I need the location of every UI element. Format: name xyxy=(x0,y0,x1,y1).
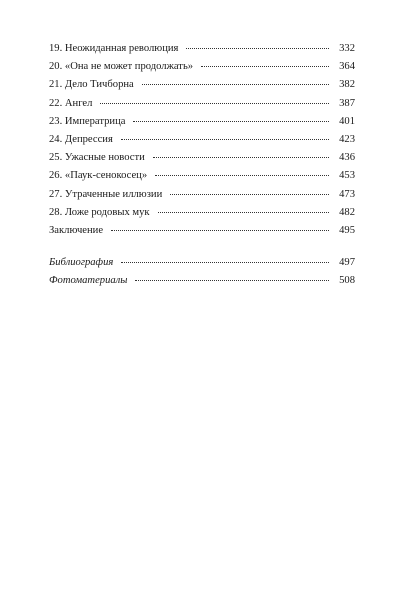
toc-entry-page: 495 xyxy=(339,224,355,236)
toc-entry-page: 401 xyxy=(339,115,355,127)
toc-entry-title: Библиография xyxy=(49,257,114,269)
toc-entry-title: 21. Дело Тичборна xyxy=(49,79,134,91)
toc-entry-page: 482 xyxy=(339,206,355,218)
toc-entry xyxy=(49,204,355,222)
dot-leader xyxy=(121,261,329,263)
toc-entry-title: 27. Утраченные иллюзии xyxy=(49,188,163,200)
dot-leader xyxy=(155,174,329,176)
toc-entry xyxy=(49,58,355,76)
toc-entry-title: 22. Ангел xyxy=(49,97,93,109)
toc-entry xyxy=(49,95,355,113)
toc-entry-title: 26. «Паук-сенокосец» xyxy=(49,170,148,182)
dot-leader xyxy=(158,211,329,213)
toc-entry-page: 332 xyxy=(339,43,355,54)
toc-entry-title: 25. Ужасные новости xyxy=(49,152,145,164)
toc-entry-title: Фотоматериалы xyxy=(49,275,128,287)
dot-leader xyxy=(100,102,329,104)
toc-entry-title: Заключение xyxy=(49,224,104,236)
toc-entry xyxy=(49,222,355,240)
dot-leader xyxy=(170,193,329,195)
toc-entry xyxy=(49,149,355,167)
dot-leader xyxy=(142,83,329,85)
toc-entry-page: 382 xyxy=(339,79,355,91)
dot-leader xyxy=(111,229,329,231)
toc-entry-page: 453 xyxy=(339,170,355,182)
toc-entry xyxy=(49,40,355,58)
back-matter-list xyxy=(49,254,355,290)
toc-entry-title: 20. «Она не может продолжать» xyxy=(49,61,194,73)
toc-entry-title: 24. Депрессия xyxy=(49,133,113,145)
section-spacer xyxy=(49,240,355,254)
toc-entry-title: 28. Ложе родовых мук xyxy=(49,206,150,218)
toc-entry xyxy=(49,167,355,185)
toc-entry-page: 387 xyxy=(339,97,355,109)
dot-leader xyxy=(135,279,329,281)
toc-entry xyxy=(49,254,355,272)
toc-entry-title: 19. Неожиданная революция xyxy=(49,43,179,54)
toc-entry-page: 473 xyxy=(339,188,355,200)
dot-leader xyxy=(201,65,329,67)
dot-leader xyxy=(121,138,329,140)
toc-entry-title: 23. Императрица xyxy=(49,115,126,127)
toc-entry xyxy=(49,131,355,149)
toc-entry-page: 508 xyxy=(339,275,355,287)
table-of-contents xyxy=(49,40,355,290)
toc-entry xyxy=(49,76,355,94)
chapter-list xyxy=(49,40,355,240)
toc-entry xyxy=(49,186,355,204)
toc-entry-page: 497 xyxy=(339,257,355,269)
toc-entry xyxy=(49,272,355,290)
toc-entry-page: 364 xyxy=(339,61,355,73)
toc-entry xyxy=(49,113,355,131)
dot-leader xyxy=(186,47,329,49)
toc-entry-page: 436 xyxy=(339,152,355,164)
toc-entry-page: 423 xyxy=(339,133,355,145)
dot-leader xyxy=(133,120,329,122)
dot-leader xyxy=(153,156,329,158)
